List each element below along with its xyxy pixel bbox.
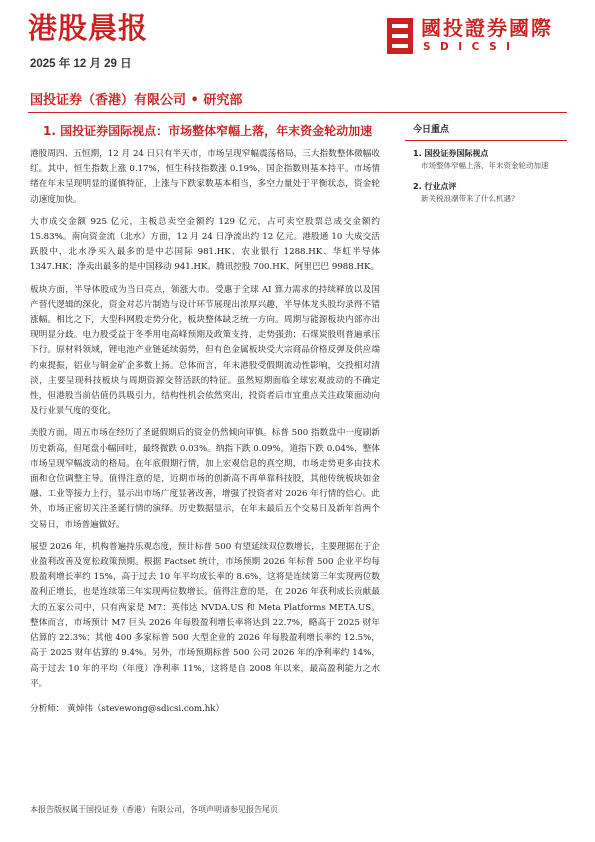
highlight-item [413, 147, 567, 172]
header-divider [28, 112, 567, 113]
brand-title: 港股晨报 [28, 11, 149, 45]
highlight-title: 1. 国投证券国际视点 [413, 149, 489, 158]
main-column [30, 122, 380, 717]
paragraph-market-overview: 港股周四、五恒期，12 月 24 日只有半天市，市场呈现窄幅震荡格局，三大指数整体微幅收红。其中，恒生指数上涨 0.17%，恒生科技指数涨 0.19%，国企指数则基本持平。市场情绪在年末呈现明显的谨慎特征，上涨与下跌家数基本相当，多空力量处于平衡状态，资金轮动速度加快。 [30, 149, 380, 205]
company-logo [385, 12, 565, 62]
logo-cn-text: 國投證券國際 [421, 16, 553, 40]
highlights-heading: 今日重点 [405, 122, 567, 141]
footer-disclaimer: 本报告版权属于国投证券（香港）有限公司，各项声明请参见报告尾页 [30, 805, 278, 814]
paragraph-us-market: 美股方面，周五市场在经历了圣诞假期后的资金仍然倾向审慎。标普 500 指数盘中一度刷新历史新高，但尾盘小幅回吐，最终微跌 0.03%。纳指下跌 0.09%，道指下跌 0.04%，整体市场呈现窄幅波动的格局。在年底假期行情，加上宏观信息的真空期，市场走势更多由技术面和仓位调整主导。值得注意的是，近期市场的创新高不再单靠科技股，其他传统板块如金融、工业等接力上行，显示出市场广度显著改善，增强了投资者对 2026 年行情的信心。此外，市场正密切关注圣诞行情的演绎。历史数据显示，在年末最后五个交易日及新年首两个交易日，市场普遍做好。 [30, 428, 380, 530]
highlights-sidebar [405, 122, 567, 213]
analyst-contact: 分析师： 黄焯伟（stevewong@sdicsi.com.hk） [30, 703, 225, 714]
highlight-desc: 市场整体窄幅上落，年末资金轮动加速 [421, 161, 549, 170]
section-title: 1. 国投证券国际视点：市场整体窄幅上落，年末资金轮动加速 [43, 124, 373, 138]
paragraph-sectors: 板块方面，半导体股成为当日亮点，领涨大市。受惠于全球 AI 算力需求的持续释放以及国产替代逻辑的深化，资金对芯片制造与设计环节展现出浓厚兴趣，半导体龙头股均录得不错涨幅。相比之下，大型科网股走势分化，板块整体缺乏统一方向。周期与能源板块内部亦出现明显分歧。电力股受益于冬季用电高峰预期及政策支持，走势强劲；石煤炭股则普遍承压下行。原材料领域，锂电池产业链延续弱势，但有色金属板块受大宗商品价格反弹及供应端约束提振，铝业与铜金矿企多数上扬。总体而言，年末港股受假期流动性影响，交投相对清淡，主要呈现科技板块与周期资源交替活跃的特征。虽然短期面临全球宏观波动的不确定性，但港股当前估值仍具吸引力，结构性机会依然突出，投资者后市宜重点关注政策面动向及行业景气度的变化。 [30, 284, 380, 417]
highlight-desc: 新关税浪潮带来了什么机遇? [421, 194, 516, 203]
highlight-title: 2. 行业点评 [413, 182, 457, 191]
company-department-line: 国投证券（香港）有限公司 • 研究部 [30, 93, 243, 108]
paragraph-turnover-flows: 大市成交金额 925 亿元，主板总卖空金额约 129 亿元，占可卖空股票总成交金额约 15.83%。南向资金流（北水）方面，12 月 24 日净流出约 12 亿元。港股通 10 大成交活跃股中，北水净买入最多的是中芯国际 981.HK、农业银行 1288.HK、华虹半导体 1347.HK；净卖出最多的是中国移动 941.HK、腾讯控股 700.HK、阿里巴巴 9988.HK。 [30, 216, 380, 273]
paragraph-outlook-2026: 展望 2026 年，机构普遍持乐观态度，预计标普 500 有望延续双位数增长，主要理据在于企业盈利改善及宽松政策预期。根据 Factset 统计，市场预期 2026 年标普 500 企业平均每股盈利增长率约 15%，高于过去 10 年平均成长率的 8.6%，这将是连续第三年实现两位数盈利正增长，也是连续第三年实现两位数增长。值得注意的是，在 2026 年获利成长贡献最大的五家公司中，只有两家是 M7：英伟达 NVDA.US 和 Meta Platforms META.US。整体而言，市场预计 M7 巨头 2026 年每股盈利增长率将达到 22.7%，略高于 2025 财年估算的 22.3%；其他 400 多家标普 500 大型企业的 2026 年每股盈利增长率约 12.5%，高于 2025 财年估算的 9.4%。另外，市场预期标普 500 公司 2026 年的净利率约 14%，高于过去 10 年的平均（年度）净利率 11%，这将是自 2008 年以来，最高盈利能力之水平。 [30, 541, 380, 689]
report-date: 2025 年 12 月 29 日 [30, 58, 132, 70]
highlight-item [413, 180, 567, 205]
logo-mark-icon [385, 16, 415, 56]
logo-en-text: SDICSI [423, 41, 520, 53]
